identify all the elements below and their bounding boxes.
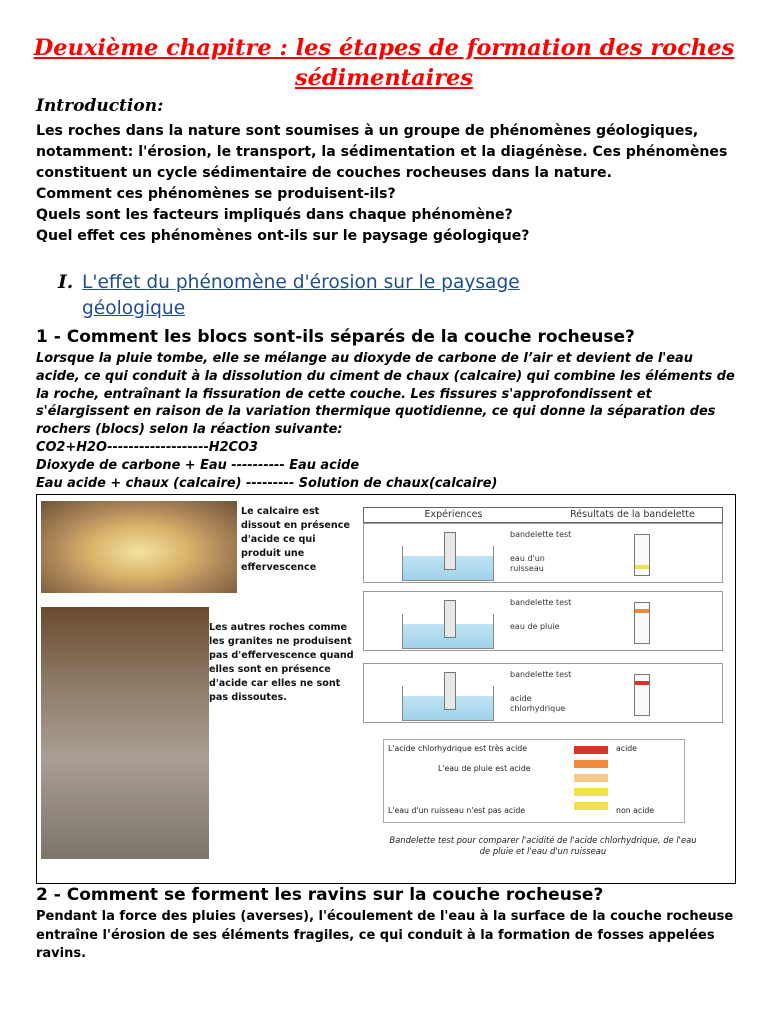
limestone-caption: Le calcaire est dissout en présence d'acide ce qui produit une effervescence: [241, 506, 350, 573]
figure-bottom-caption: Bandelette test pour comparer l'acidité de l'acide chlorhydrique, de l'eau de pluie et l'eau d'un ruisseau: [389, 835, 697, 856]
test-strip: [444, 672, 456, 710]
results-header: Résultats de la bandelette: [570, 509, 695, 520]
strip-label: bandelette test: [510, 598, 572, 607]
introduction-heading: Introduction:: [36, 96, 164, 116]
granite-caption: Les autres roches comme les granites ne produisent pas d'effervescence quand elles sont en présence d'acide car elles ne sont pas dissoutes.: [209, 622, 354, 703]
introduction-text: [36, 121, 736, 247]
section-title-line1: L'effet du phénomène d'érosion sur le paysage: [82, 272, 520, 293]
section-number: I.: [58, 272, 74, 293]
strip-label: bandelette test: [510, 670, 572, 679]
liquid-label: eau d'un ruisseau: [510, 554, 545, 573]
scale-acid-label: acide: [616, 744, 637, 753]
color-scale-strip: [574, 746, 608, 818]
scale-band-light-orange: [574, 774, 608, 782]
liquid-label: acide chlorhydrique: [510, 694, 566, 713]
test-strip: [444, 600, 456, 638]
test-strip: [444, 532, 456, 570]
experiment-row-hcl: [363, 663, 723, 723]
section-title-line2: géologique: [82, 298, 186, 319]
result-band-red: [635, 681, 649, 685]
q1-reaction: Eau acide + chaux (calcaire) --------- Solution de chaux(calcaire): [36, 475, 498, 491]
experiment-figure: [36, 494, 736, 884]
q1-reaction: Dioxyde de carbone + Eau ---------- Eau acide: [36, 457, 360, 473]
result-strip: [634, 534, 650, 576]
scale-non-acid-label: non acide: [616, 806, 655, 815]
intro-question: Quel effet ces phénomènes ont-ils sur le paysage géologique?: [36, 228, 530, 244]
scale-band-yellow: [574, 788, 608, 796]
scale-label-rain: L'eau de pluie est acide: [438, 764, 531, 773]
intro-paragraph: Les roches dans la nature sont soumises à un groupe de phénomènes géologiques, notamment: l'érosion, le transport, la sédimentation et la diagénèse. Ces phénomènes constituent un cycle sédimentaire de couches rocheuses dans la nature.: [36, 123, 728, 181]
q1-reaction: CO2+H2O-------------------H2CO3: [36, 439, 258, 455]
scale-label-hcl: L'acide chlorhydrique est très acide: [388, 744, 528, 753]
intro-question: Comment ces phénomènes se produisent-ils?: [36, 186, 396, 202]
question-1-heading: 1 - Comment les blocs sont-ils séparés de la couche rocheuse?: [36, 327, 635, 347]
experiment-table-header: [363, 507, 723, 523]
section-1-heading: [58, 270, 718, 322]
result-strip: [634, 674, 650, 716]
result-strip: [634, 602, 650, 644]
limestone-effervescence-photo: [41, 501, 237, 593]
experiment-row-stream: [363, 523, 723, 583]
scale-band-yellow: [574, 802, 608, 810]
question-2-heading: 2 - Comment se forment les ravins sur la couche rocheuse?: [36, 885, 604, 905]
result-band-orange: [635, 609, 649, 613]
scale-band-orange: [574, 760, 608, 768]
result-band-yellow: [635, 565, 649, 569]
chapter-title: Deuxième chapitre : les étapes de formation des roches sédimentaires: [33, 35, 735, 91]
strip-label: bandelette test: [510, 530, 572, 539]
experiences-header: Expériences: [424, 509, 483, 520]
q1-paragraph: Lorsque la pluie tombe, elle se mélange au dioxyde de carbone de l’air et devient de l'eau acide, ce qui conduit à la dissolution du ciment de chaux (calcaire) qui combine les éléments de la roche, entraînant la fissuration de cette couche. Les fissures s'approfondissent et s'élargissent en raison de la variation thermique quotidienne, ce qui donne la séparation des rochers (blocs) selon la réaction suivante:: [36, 351, 735, 438]
question-1-body: [36, 350, 736, 492]
acidity-scale: [383, 739, 685, 823]
liquid-label: eau de pluie: [510, 622, 560, 631]
scale-band-red: [574, 746, 608, 754]
experiment-row-rain: [363, 591, 723, 651]
granite-acid-photo: [41, 607, 209, 859]
intro-question: Quels sont les facteurs impliqués dans chaque phénomène?: [36, 207, 513, 223]
question-2-body: Pendant la force des pluies (averses), l'écoulement de l'eau à la surface de la couche rocheuse entraîne l'érosion de ses éléments fragiles, ce qui conduit à la formation de fosses appelées ravins.: [36, 909, 734, 962]
scale-label-stream: L'eau d'un ruisseau n'est pas acide: [388, 806, 526, 815]
